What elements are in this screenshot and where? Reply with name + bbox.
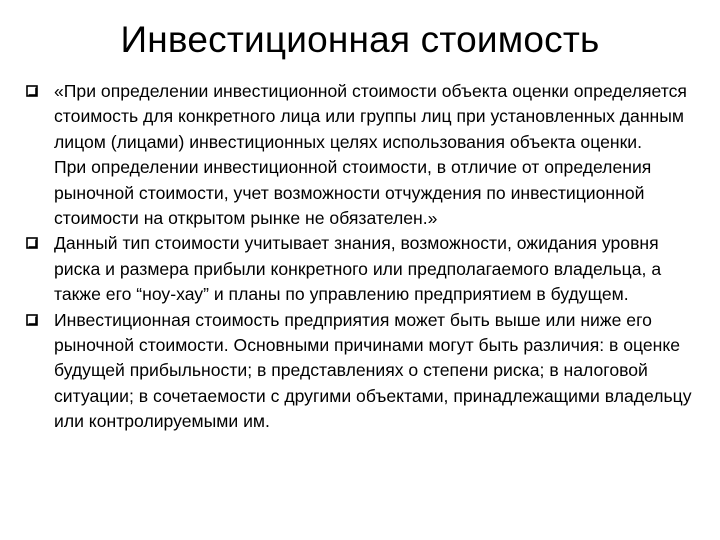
bullet-text: Инвестиционная стоимость предприятия может быть выше или ниже его рыночной стоимости. Основными причинами могут быть различия: в оценке будущей прибыльности; в представлениях о степени риска; в налоговой ситуации; в сочетаемости с другими объектами, принадлежащими владельцу или контролируемыми им. bbox=[54, 309, 692, 432]
slide-title: Инвестиционная стоимость bbox=[120, 19, 600, 60]
bullet-list bbox=[24, 79, 704, 435]
checkbox-square-icon bbox=[26, 85, 38, 97]
bullet-text: Данный тип стоимости учитывает знания, возможности, ожидания уровня риска и размера прибыли конкретного или предполагаемого владельца, а также его “ноу-хау” и планы по управлению предприятием в будущем. bbox=[54, 233, 662, 305]
bullet-text: При определении инвестиционной стоимости, в отличие от определения рыночной стоимости, учет возможности отчуждения по инвестиционной стоимости на открытом рынке не обязателен.» bbox=[54, 157, 652, 229]
checkbox-square-icon bbox=[26, 237, 38, 249]
bullet-text: «При определении инвестиционной стоимости объекта оценки определяется стоимость для конкретного лица или группы лиц при установленных данным лицом (лицами) инвестиционных целях использования объекта оценки. bbox=[54, 81, 687, 152]
checkbox-square-icon bbox=[26, 314, 38, 326]
bullet-item bbox=[24, 231, 704, 307]
bullet-item bbox=[24, 308, 704, 435]
bullet-item bbox=[24, 79, 704, 231]
